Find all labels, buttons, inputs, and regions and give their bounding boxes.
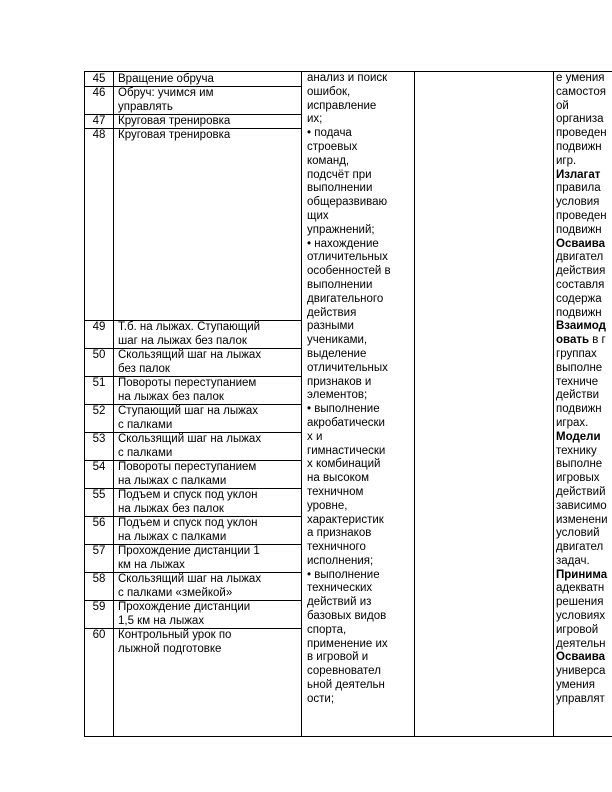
lesson-topic: Подъем и спуск под уклон на лыжах без палок xyxy=(118,489,258,515)
plain-text: двигател действия составля содержа подвижн xyxy=(556,251,606,319)
column-divider xyxy=(553,71,554,736)
bold-keyword: Осваива xyxy=(556,237,606,250)
bold-keyword: Взаимод овать xyxy=(556,320,606,347)
lesson-topic: Скользящий шаг на лыжах с палками xyxy=(118,433,262,459)
lesson-number: 60 xyxy=(92,629,106,641)
bold-keyword: Излагат xyxy=(556,168,601,181)
lesson-topic: Повороты переступанием на лыжах без палок xyxy=(118,377,257,403)
table-bottom-border xyxy=(84,736,612,737)
plain-text: е умения самостоя ой организа проведен подвижн игр. xyxy=(556,72,607,167)
lesson-topic: Ступающий шаг на лыжах с палками xyxy=(118,405,258,431)
lesson-number: 54 xyxy=(92,461,106,473)
plain-text: адекватн решения условиях игровой деятельн xyxy=(556,582,606,650)
bold-keyword: Модели xyxy=(556,430,601,443)
lesson-topic: Вращение обруча xyxy=(118,73,214,85)
column-divider xyxy=(301,71,302,736)
plain-text: в г группах выполне техниче действи подвижн играх. xyxy=(556,334,606,429)
lesson-number: 57 xyxy=(92,545,106,557)
lesson-topic: Обруч: учимся им управлять xyxy=(118,87,214,113)
lesson-topic: Скользящий шаг на лыжах с палками «змейкой» xyxy=(118,573,262,599)
plain-text: правила условия проведен подвижн xyxy=(556,182,607,236)
lesson-topic: Т.б. на лыжах. Ступающий шаг на лыжах без палок xyxy=(118,321,261,347)
lesson-number: 48 xyxy=(92,129,106,141)
lesson-number: 55 xyxy=(92,489,106,501)
lesson-topic: Повороты переступанием на лыжах с палками xyxy=(118,461,257,487)
lesson-topic: Круговая тренировка xyxy=(118,115,231,127)
lesson-number: 49 xyxy=(92,321,106,333)
lesson-number: 50 xyxy=(92,349,106,361)
plain-text: технику выполне игровых действий зависимо изменени условий двигател задач. xyxy=(556,444,608,567)
lesson-number: 46 xyxy=(92,87,106,99)
lesson-topic: Прохождение дистанции 1,5 км на лыжах xyxy=(118,601,251,627)
column-3-text: анализ и поиск ошибок, исправление их; • подача строевых команд, подсчёт при выполнении общеразвиваю щих упражнений; • нахождение отличительных особенностей в выполнении двигательного действия разными учениками, выделение отличительных признаков и элементов; • выполнение акробатически х и гимнастически х комбинаций на высоком техничном уровне, характеристик а признаков техничного исполнения; • выполнение технических действий из базовых видов спорта, применение их в игровой и соревновател ьной деятельн ости; xyxy=(307,72,391,705)
column-divider xyxy=(414,71,415,736)
bold-keyword: Осваива xyxy=(556,651,606,664)
lesson-number: 58 xyxy=(92,573,106,585)
bold-keyword: Принима xyxy=(556,568,608,581)
lesson-number: 45 xyxy=(92,73,106,85)
lesson-number: 53 xyxy=(92,433,106,445)
lesson-number: 56 xyxy=(92,517,106,529)
lesson-topic: Подъем и спуск под уклон на лыжах с палками xyxy=(118,517,258,543)
lesson-number: 47 xyxy=(92,115,106,127)
plain-text: универса умения управлят xyxy=(556,665,606,705)
lesson-topic: Скользящий шаг на лыжах без палок xyxy=(118,349,262,375)
lesson-topic: Круговая тренировка xyxy=(118,129,231,141)
column-5-text xyxy=(556,72,612,707)
lesson-number: 51 xyxy=(92,377,106,389)
lesson-number: 59 xyxy=(92,601,106,613)
lesson-number: 52 xyxy=(92,405,106,417)
lesson-topic: Контрольный урок по лыжной подготовке xyxy=(118,629,232,655)
lesson-topic: Прохождение дистанции 1 км на лыжах xyxy=(118,545,260,571)
